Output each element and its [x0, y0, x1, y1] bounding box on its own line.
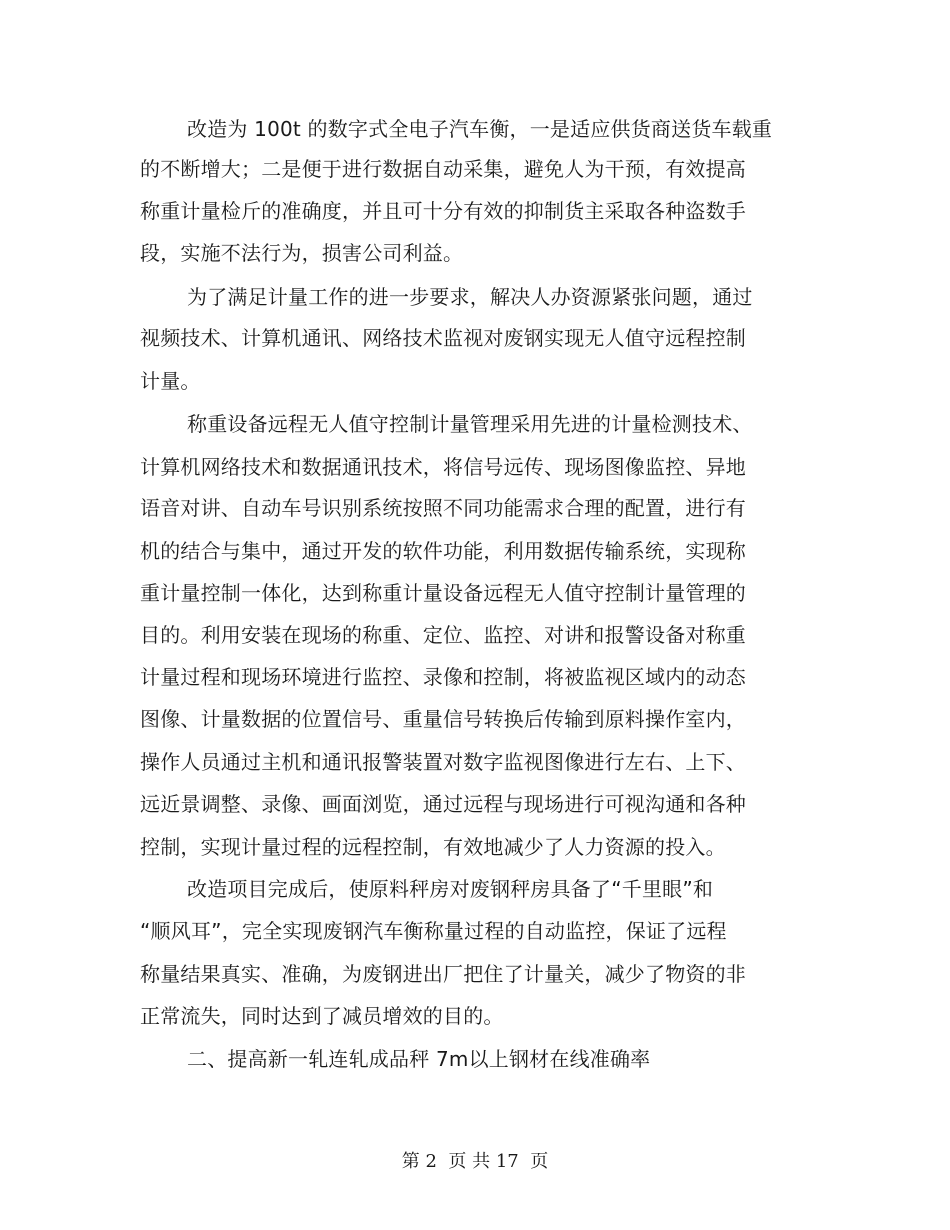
- paragraph-line: 计算机网络技术和数据通讯技术，将信号远传、现场图像监控、异地: [140, 455, 746, 479]
- section-heading: 二、提高新一轧连轧成品秤 7m以上钢材在线准确率: [187, 1047, 651, 1071]
- paragraph-line: 称重计量检斤的准确度，并且可十分有效的抑制货主采取各种盗数手: [140, 199, 746, 223]
- paragraph-line: 计量。: [140, 369, 201, 393]
- paragraph-line: 视频技术、计算机通讯、网络技术监视对废钢实现无人值守远程控制: [140, 326, 746, 350]
- paragraph-line: 重计量控制一体化，达到称重计量设备远程无人值守控制计量管理的: [140, 581, 746, 605]
- paragraph-line: 正常流失，同时达到了减员增效的目的。: [140, 1004, 504, 1028]
- paragraph-line: 改造项目完成后，使原料秤房对废钢秤房具备了“千里眼”和: [187, 877, 714, 901]
- paragraph-line: 控制，实现计量过程的远程控制，有效地减少了人力资源的投入。: [140, 835, 726, 859]
- paragraph-line: “顺风耳”，完全实现废钢汽车衡称量过程的自动监控，保证了远程: [140, 919, 727, 943]
- page-number-footer: 第 2 页 共 17 页: [401, 1151, 549, 1172]
- paragraph-line: 段，实施不法行为，损害公司利益。: [140, 241, 464, 265]
- paragraph-line: 称量结果真实、准确，为废钢进出厂把住了计量关，减少了物资的非: [140, 962, 746, 986]
- paragraph-line: 语音对讲、自动车号识别系统按照不同功能需求合理的配置，进行有: [140, 496, 746, 520]
- paragraph-line: 计量过程和现场环境进行监控、录像和控制，将被监视区域内的动态: [140, 665, 746, 689]
- paragraph-line: 机的结合与集中，通过开发的软件功能，利用数据传输系统，实现称: [140, 539, 746, 563]
- paragraph-line: 为了满足计量工作的进一步要求，解决人办资源紧张问题，通过: [187, 285, 753, 309]
- paragraph-line: 的不断增大；二是便于进行数据自动采集，避免人为干预，有效提高: [140, 157, 746, 181]
- paragraph-line: 远近景调整、录像、画面浏览，通过远程与现场进行可视沟通和各种: [140, 792, 746, 816]
- paragraph-line: 操作人员通过主机和通讯报警装置对数字监视图像进行左右、上下、: [140, 750, 746, 774]
- paragraph-line: 目的。利用安装在现场的称重、定位、监控、对讲和报警设备对称重: [140, 623, 746, 647]
- paragraph-line: 改造为 100t 的数字式全电子汽车衡，一是适应供货商送货车载重: [187, 117, 773, 141]
- paragraph-line: 称重设备远程无人值守控制计量管理采用先进的计量检测技术、: [187, 412, 753, 436]
- paragraph-line: 图像、计量数据的位置信号、重量信号转换后传输到原料操作室内，: [140, 707, 746, 731]
